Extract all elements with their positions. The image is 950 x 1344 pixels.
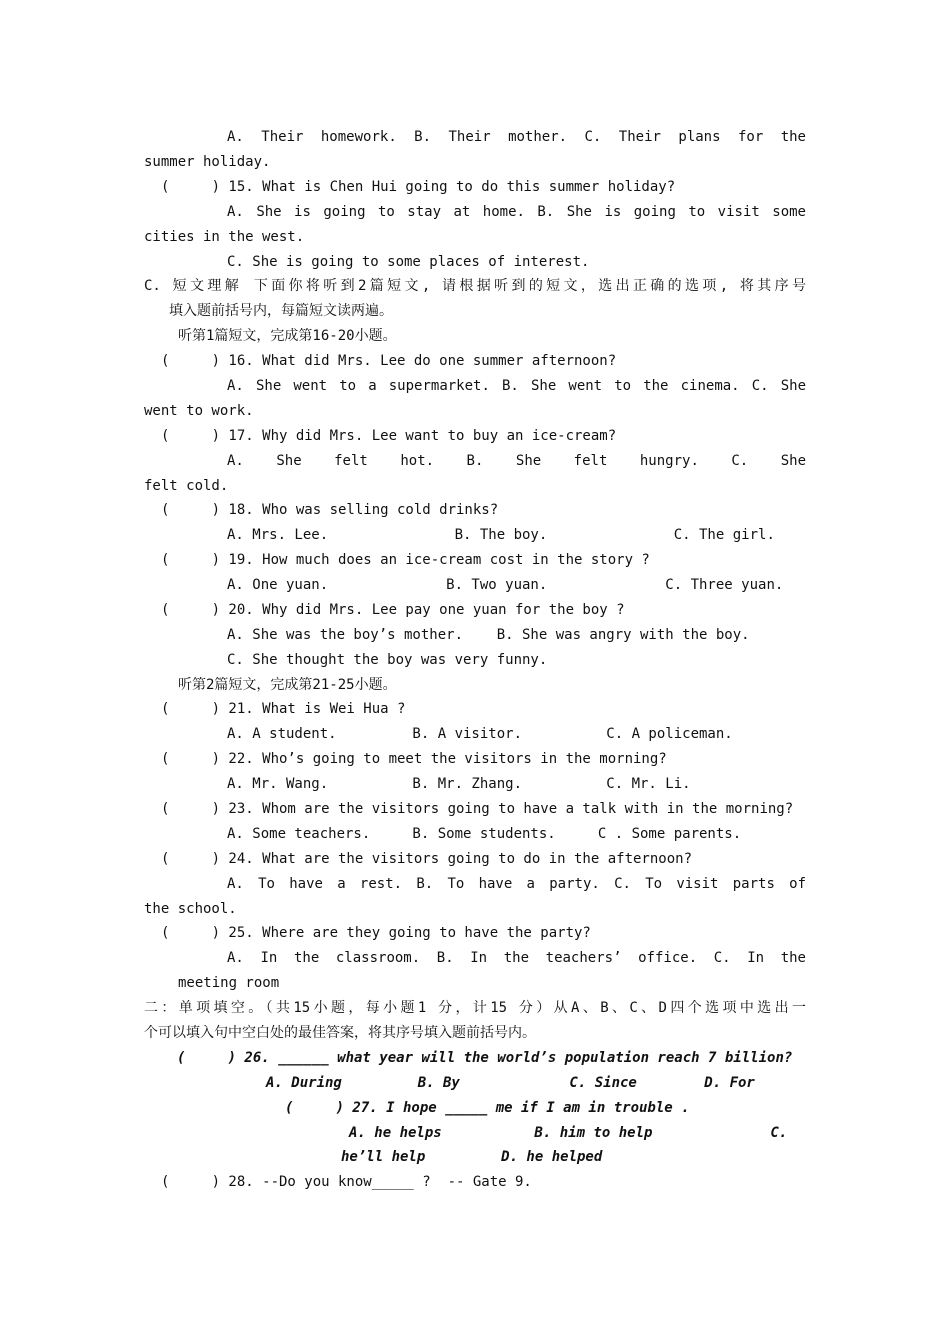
q27-options-ab: A. he helps B. him to help C. xyxy=(349,1125,788,1141)
q14-options-line: A. Their homework. B. Their mother. C. Their plans for the xyxy=(227,129,806,145)
q16-options-continued: went to work. xyxy=(144,403,254,419)
q20-option-c: C. She thought the boy was very funny. xyxy=(227,652,548,668)
question-19: ( ) 19. How much does an ice-cream cost in the story ? xyxy=(161,552,650,568)
q18-options: A. Mrs. Lee. B. The boy. C. The girl. xyxy=(227,527,775,543)
question-27: ( ) 27. I hope _____ me if I am in trouble . xyxy=(285,1100,690,1116)
q24-options-continued: the school. xyxy=(144,901,237,917)
question-17: ( ) 17. Why did Mrs. Lee want to buy an ice-cream? xyxy=(161,428,617,444)
q25-options-continued: meeting room xyxy=(178,975,280,991)
question-23: ( ) 23. Whom are the visitors going to have a talk with in the morning? xyxy=(161,801,794,817)
q21-options: A. A student. B. A visitor. C. A policeman. xyxy=(227,726,733,742)
question-21: ( ) 21. What is Wei Hua ? xyxy=(161,701,406,717)
section-c-instruction: 填入题前括号内，每篇短文读两遍。 xyxy=(169,303,393,319)
q15-options-line: A. She is going to stay at home. B. She is going to visit some xyxy=(227,204,806,220)
q23-options: A. Some teachers. B. Some students. C . Some parents. xyxy=(227,826,742,842)
q15-option-c: C. She is going to some places of interest. xyxy=(227,254,590,270)
q26-options: A. During B. By C. Since D. For xyxy=(266,1075,755,1091)
q17-options-line: A. She felt hot. B. She felt hungry. C. She xyxy=(227,453,806,469)
section-2-instruction: 个可以填入句中空白处的最佳答案，将其序号填入题前括号内。 xyxy=(144,1025,536,1041)
question-20: ( ) 20. Why did Mrs. Lee pay one yuan for the boy ? xyxy=(161,602,625,618)
q22-options: A. Mr. Wang. B. Mr. Zhang. C. Mr. Li. xyxy=(227,776,691,792)
q27-options-cd: he’ll help D. he helped xyxy=(341,1149,603,1165)
question-25: ( ) 25. Where are they going to have the party? xyxy=(161,925,591,941)
q14-options-continued: summer holiday. xyxy=(144,154,271,170)
question-18: ( ) 18. Who was selling cold drinks? xyxy=(161,502,499,518)
q17-options-continued: felt cold. xyxy=(144,478,229,494)
question-22: ( ) 22. Who’s going to meet the visitors in the morning? xyxy=(161,751,667,767)
section-c-heading: C. 短文理解 下面你将听到2篇短文, 请根据听到的短文，选出正确的选项, 将其序号 xyxy=(144,278,806,294)
q24-options-line: A. To have a rest. B. To have a party. C. To visit parts of xyxy=(227,876,806,892)
q20-options-ab: A. She was the boy’s mother. B. She was angry with the boy. xyxy=(227,627,750,643)
question-28: ( ) 28. --Do you know_____ ? -- Gate 9. xyxy=(161,1174,532,1190)
question-26: ( ) 26. ______ what year will the world’s population reach 7 billion? xyxy=(177,1050,793,1066)
question-15: ( ) 15. What is Chen Hui going to do this summer holiday? xyxy=(161,179,676,195)
q25-options-line: A. In the classroom. B. In the teachers’ office. C. In the xyxy=(227,950,806,966)
q16-options-line: A. She went to a supermarket. B. She went to the cinema. C. She xyxy=(227,378,806,394)
passage-2-heading: 听第2篇短文，完成第21-25小题。 xyxy=(178,677,397,693)
section-2-heading: 二：单项填空。（共15小题，每小题1 分，计15 分）从A、B、C、D四个选项中选出一 xyxy=(144,1000,806,1016)
q19-options: A. One yuan. B. Two yuan. C. Three yuan. xyxy=(227,577,784,593)
question-24: ( ) 24. What are the visitors going to do in the afternoon? xyxy=(161,851,693,867)
q15-options-continued: cities in the west. xyxy=(144,229,305,245)
question-16: ( ) 16. What did Mrs. Lee do one summer afternoon? xyxy=(161,353,617,369)
passage-1-heading: 听第1篇短文，完成第16-20小题。 xyxy=(178,328,397,344)
